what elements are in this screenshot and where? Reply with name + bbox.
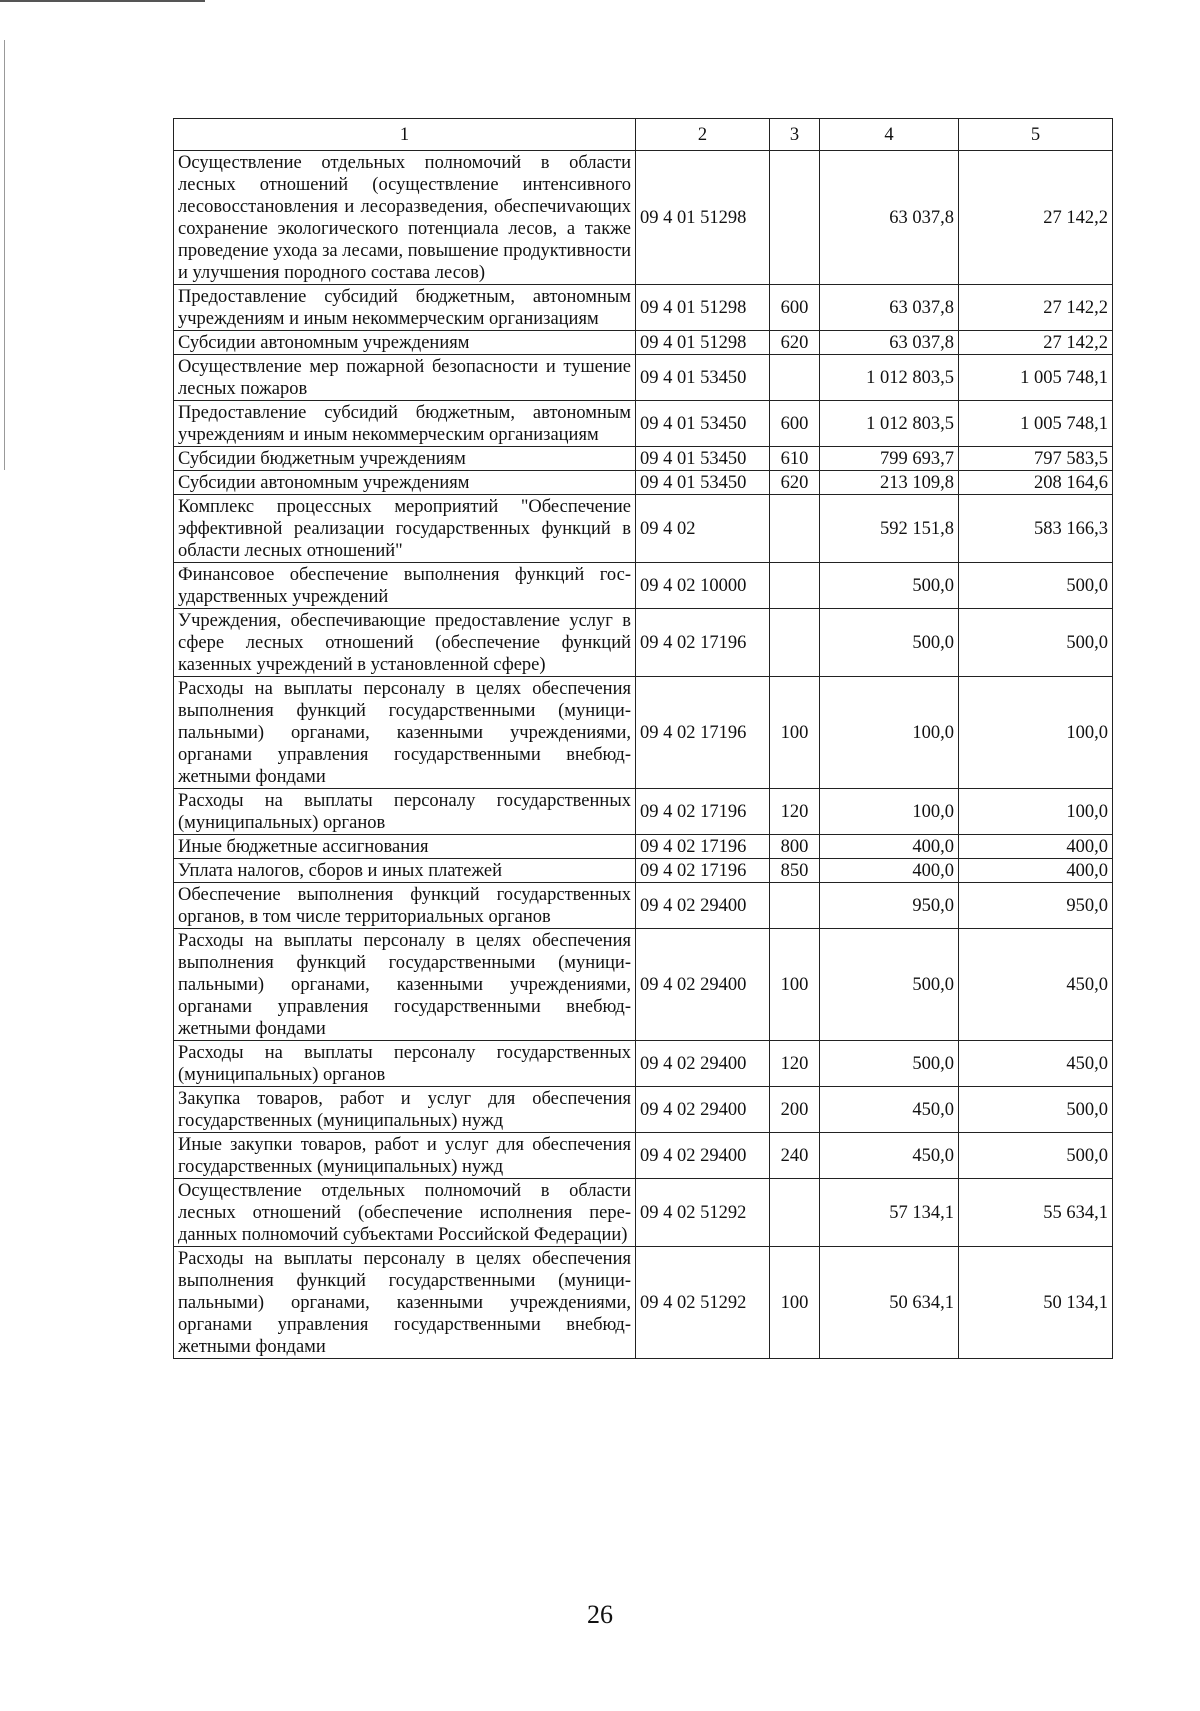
row-amount-col4-cell: 400,0 <box>820 835 959 859</box>
budget-table <box>173 118 1113 1359</box>
header-col-2: 2 <box>636 119 770 151</box>
row-name-cell: Субсидии бюджетным учреждениям <box>174 447 636 471</box>
row-name-cell: Иные закупки товаров, работ и услуг для обеспечения государственных (муниципальных) нужд <box>174 1133 636 1179</box>
header-col-5: 5 <box>959 119 1113 151</box>
row-amount-col5-cell: 27 142,2 <box>959 285 1113 331</box>
row-name-cell: Субсидии автономным учреждениям <box>174 471 636 495</box>
row-amount-col5-cell: 208 164,6 <box>959 471 1113 495</box>
row-amount-col4-cell: 213 109,8 <box>820 471 959 495</box>
row-name-cell: Расходы на выплаты персоналу в целях обеспечения выполнения функций государственными (муниципальными) органами, казенными учреждениями, органами управления государственными внебюджетными фондами <box>174 929 636 1041</box>
row-type-cell <box>770 609 820 677</box>
row-amount-col4-cell: 592 151,8 <box>820 495 959 563</box>
row-type-cell <box>770 495 820 563</box>
row-name-cell: Осуществление отдельных полномочий в области лесных отношений (обеспечение исполнения переданных полномочий субъектами Российской Федерации) <box>174 1179 636 1247</box>
row-name-cell: Иные бюджетные ассигнования <box>174 835 636 859</box>
row-type-cell: 610 <box>770 447 820 471</box>
row-name-cell: Осуществление отдельных полномочий в области лесных отношений (осуществление интенсивного лесовосстановления и лесоразведения, обеспечиvающих сохранение экологического потенциала лесов, а также проведение ухода за лесами, повышение продуктивности и улучшения породного состава лесов) <box>174 151 636 285</box>
table-row <box>174 677 1113 789</box>
header-col-3: 3 <box>770 119 820 151</box>
row-name-cell: Предоставление субсидий бюджетным, автономным учреждениям и иным некоммерческим организациям <box>174 401 636 447</box>
row-amount-col4-cell: 63 037,8 <box>820 285 959 331</box>
row-amount-col5-cell: 1 005 748,1 <box>959 401 1113 447</box>
row-code-cell: 09 4 02 29400 <box>636 1087 770 1133</box>
row-amount-col4-cell: 50 634,1 <box>820 1247 959 1359</box>
header-row <box>174 119 1113 151</box>
row-type-cell <box>770 883 820 929</box>
row-code-cell: 09 4 02 51292 <box>636 1179 770 1247</box>
row-amount-col4-cell: 1 012 803,5 <box>820 401 959 447</box>
table-row <box>174 285 1113 331</box>
row-amount-col4-cell: 950,0 <box>820 883 959 929</box>
row-amount-col4-cell: 500,0 <box>820 929 959 1041</box>
row-amount-col5-cell: 55 634,1 <box>959 1179 1113 1247</box>
row-amount-col5-cell: 500,0 <box>959 563 1113 609</box>
row-amount-col5-cell: 450,0 <box>959 1041 1113 1087</box>
row-amount-col4-cell: 63 037,8 <box>820 331 959 355</box>
row-amount-col5-cell: 1 005 748,1 <box>959 355 1113 401</box>
row-amount-col5-cell: 400,0 <box>959 859 1113 883</box>
page-number: 26 <box>587 1600 613 1629</box>
row-type-cell: 620 <box>770 471 820 495</box>
row-amount-col5-cell: 27 142,2 <box>959 331 1113 355</box>
table-row <box>174 401 1113 447</box>
table-row <box>174 1247 1113 1359</box>
row-type-cell <box>770 563 820 609</box>
row-name-cell: Финансовое обеспечение выполнения функций государственных учреждений <box>174 563 636 609</box>
row-code-cell: 09 4 02 29400 <box>636 929 770 1041</box>
row-code-cell: 09 4 02 17196 <box>636 835 770 859</box>
row-code-cell: 09 4 02 29400 <box>636 1133 770 1179</box>
row-amount-col4-cell: 500,0 <box>820 609 959 677</box>
row-type-cell: 620 <box>770 331 820 355</box>
row-amount-col4-cell: 1 012 803,5 <box>820 355 959 401</box>
row-amount-col5-cell: 100,0 <box>959 677 1113 789</box>
row-amount-col4-cell: 799 693,7 <box>820 447 959 471</box>
row-amount-col5-cell: 450,0 <box>959 929 1113 1041</box>
row-type-cell <box>770 355 820 401</box>
row-code-cell: 09 4 01 53450 <box>636 471 770 495</box>
table-row <box>174 495 1113 563</box>
row-amount-col5-cell: 500,0 <box>959 1133 1113 1179</box>
row-amount-col5-cell: 400,0 <box>959 835 1113 859</box>
table-row <box>174 859 1113 883</box>
row-code-cell: 09 4 02 29400 <box>636 1041 770 1087</box>
row-code-cell: 09 4 02 10000 <box>636 563 770 609</box>
row-name-cell: Расходы на выплаты персоналу в целях обеспечения выполнения функций государственными (муниципальными) органами, казенными учреждениями, органами управления государственными внебюджетными фондами <box>174 677 636 789</box>
row-amount-col4-cell: 63 037,8 <box>820 151 959 285</box>
row-name-cell: Предоставление субсидий бюджетным, автономным учреждениям и иным некоммерческим организациям <box>174 285 636 331</box>
row-type-cell: 100 <box>770 929 820 1041</box>
row-name-cell: Осуществление мер пожарной безопасности и тушение лесных пожаров <box>174 355 636 401</box>
table-row <box>174 471 1113 495</box>
scan-edge-line <box>4 40 5 470</box>
row-name-cell: Расходы на выплаты персоналу в целях обеспечения выполнения функций государственными (муниципальными) органами, казенными учреждениями, органами управления государственными внебюджетными фондами <box>174 1247 636 1359</box>
table-row <box>174 1179 1113 1247</box>
table-row <box>174 563 1113 609</box>
row-name-cell: Расходы на выплаты персоналу государственных (муниципальных) органов <box>174 1041 636 1087</box>
row-type-cell: 800 <box>770 835 820 859</box>
row-type-cell: 120 <box>770 789 820 835</box>
row-amount-col4-cell: 100,0 <box>820 789 959 835</box>
row-amount-col5-cell: 27 142,2 <box>959 151 1113 285</box>
row-amount-col5-cell: 950,0 <box>959 883 1113 929</box>
table-row <box>174 447 1113 471</box>
row-amount-col5-cell: 500,0 <box>959 1087 1113 1133</box>
table-row <box>174 1041 1113 1087</box>
row-amount-col5-cell: 797 583,5 <box>959 447 1113 471</box>
row-name-cell: Обеспечение выполнения функций государственных органов, в том числе территориальных органов <box>174 883 636 929</box>
row-type-cell: 120 <box>770 1041 820 1087</box>
row-type-cell <box>770 151 820 285</box>
row-code-cell: 09 4 01 53450 <box>636 447 770 471</box>
header-col-4: 4 <box>820 119 959 151</box>
header-col-1: 1 <box>174 119 636 151</box>
row-amount-col5-cell: 583 166,3 <box>959 495 1113 563</box>
row-type-cell: 850 <box>770 859 820 883</box>
row-code-cell: 09 4 02 <box>636 495 770 563</box>
row-code-cell: 09 4 02 17196 <box>636 609 770 677</box>
row-code-cell: 09 4 02 29400 <box>636 883 770 929</box>
row-code-cell: 09 4 01 51298 <box>636 151 770 285</box>
row-amount-col4-cell: 400,0 <box>820 859 959 883</box>
row-name-cell: Уплата налогов, сборов и иных платежей <box>174 859 636 883</box>
row-code-cell: 09 4 02 17196 <box>636 859 770 883</box>
table-row <box>174 151 1113 285</box>
row-code-cell: 09 4 01 51298 <box>636 331 770 355</box>
row-type-cell: 200 <box>770 1087 820 1133</box>
row-amount-col4-cell: 500,0 <box>820 563 959 609</box>
table-row <box>174 331 1113 355</box>
row-name-cell: Закупка товаров, работ и услуг для обеспечения государственных (муниципальных) нужд <box>174 1087 636 1133</box>
table-body <box>174 151 1113 1359</box>
row-amount-col5-cell: 500,0 <box>959 609 1113 677</box>
row-name-cell: Учреждения, обеспечивающие предоставление услуг в сфере лесных отношений (обеспечение функций казенных учреждений в установленной сфере) <box>174 609 636 677</box>
row-type-cell: 100 <box>770 1247 820 1359</box>
row-code-cell: 09 4 02 17196 <box>636 789 770 835</box>
row-type-cell <box>770 1179 820 1247</box>
table-header <box>174 119 1113 151</box>
table-row <box>174 883 1113 929</box>
row-name-cell: Расходы на выплаты персоналу государственных (муниципальных) органов <box>174 789 636 835</box>
row-name-cell: Субсидии автономным учреждениям <box>174 331 636 355</box>
row-name-cell: Комплекс процессных мероприятий "Обеспечение эффективной реализации государственных функций в области лесных отношений" <box>174 495 636 563</box>
row-amount-col5-cell: 100,0 <box>959 789 1113 835</box>
row-amount-col5-cell: 50 134,1 <box>959 1247 1113 1359</box>
table-row <box>174 609 1113 677</box>
row-amount-col4-cell: 100,0 <box>820 677 959 789</box>
row-amount-col4-cell: 450,0 <box>820 1133 959 1179</box>
table-row <box>174 929 1113 1041</box>
row-type-cell: 600 <box>770 285 820 331</box>
row-amount-col4-cell: 57 134,1 <box>820 1179 959 1247</box>
row-code-cell: 09 4 02 17196 <box>636 677 770 789</box>
row-type-cell: 600 <box>770 401 820 447</box>
table-row <box>174 789 1113 835</box>
row-type-cell: 240 <box>770 1133 820 1179</box>
table-row <box>174 1133 1113 1179</box>
table-row <box>174 355 1113 401</box>
row-amount-col4-cell: 450,0 <box>820 1087 959 1133</box>
row-type-cell: 100 <box>770 677 820 789</box>
table-row <box>174 1087 1113 1133</box>
row-code-cell: 09 4 01 53450 <box>636 401 770 447</box>
row-code-cell: 09 4 01 53450 <box>636 355 770 401</box>
table-row <box>174 835 1113 859</box>
row-code-cell: 09 4 02 51292 <box>636 1247 770 1359</box>
page-edge-mark <box>0 0 205 2</box>
row-amount-col4-cell: 500,0 <box>820 1041 959 1087</box>
row-code-cell: 09 4 01 51298 <box>636 285 770 331</box>
